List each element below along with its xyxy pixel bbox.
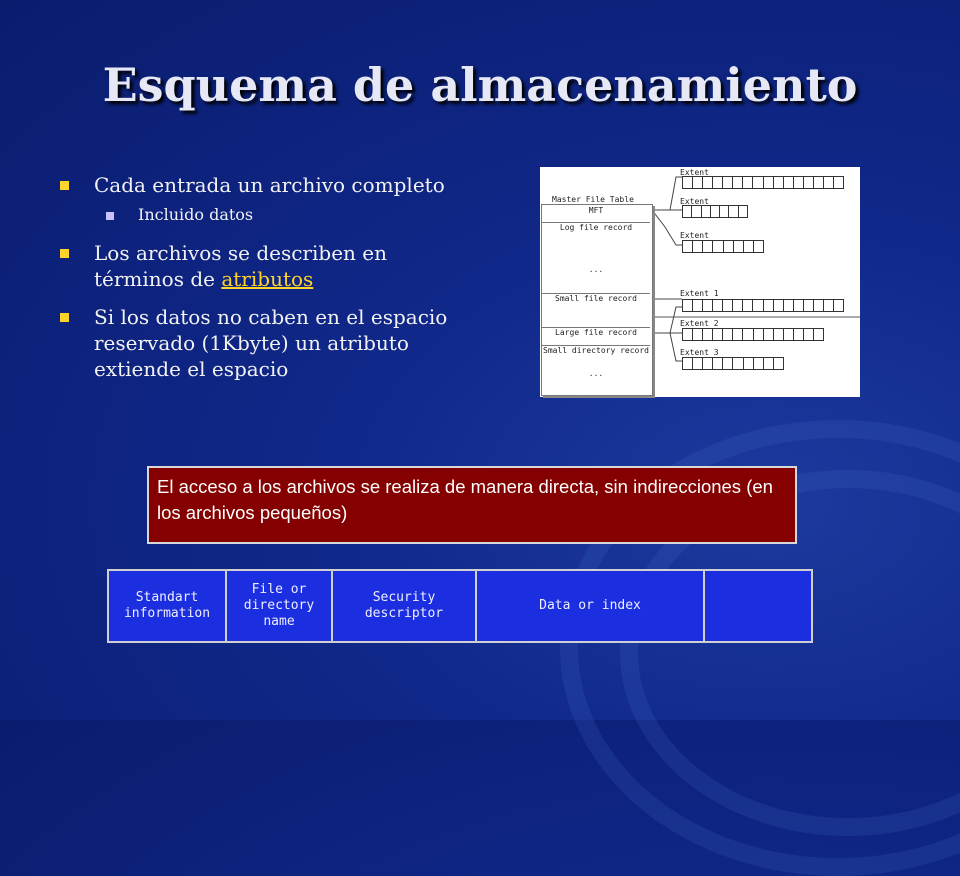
record-cell-empty <box>705 571 811 641</box>
sub-bullet-item <box>60 204 480 226</box>
connector-line <box>652 210 682 245</box>
bullet-item <box>60 172 480 198</box>
extent-block <box>682 176 844 189</box>
extent-block <box>682 299 844 312</box>
mft-row: ... <box>588 369 604 378</box>
note-box <box>147 466 797 544</box>
bullet-square-icon <box>60 313 69 322</box>
extent-label: Extent 1 <box>680 289 719 298</box>
extent-label: Extent <box>680 168 709 177</box>
extent-block <box>682 328 824 341</box>
connector-line <box>652 307 682 333</box>
mft-diagram <box>540 167 860 397</box>
bullet-square-icon <box>60 249 69 258</box>
mft-row: Log file record <box>542 222 650 232</box>
extent-label: Extent 3 <box>680 348 719 357</box>
sub-bullet-text: Incluido datos <box>138 205 254 224</box>
bullet-text: Los archivos se describen en términos de <box>94 241 387 291</box>
record-cell-security-descriptor: Security descriptor <box>333 571 477 641</box>
connector-line <box>652 333 682 361</box>
bullet-text: Cada entrada un archivo completo <box>94 173 445 197</box>
file-record-structure <box>107 569 813 643</box>
mft-column <box>541 204 653 396</box>
mft-row: MFT <box>588 206 604 215</box>
page-title: Esquema de almacenamiento <box>102 58 858 112</box>
bullet-square-icon <box>60 181 69 190</box>
extent-label: Extent <box>680 231 709 240</box>
mft-row: ... <box>588 265 604 274</box>
record-cell-data-or-index: Data or index <box>477 571 705 641</box>
extent-block <box>682 205 748 218</box>
record-cell-standard-information: Standart information <box>109 571 227 641</box>
extent-label: Extent <box>680 197 709 206</box>
mft-row: Small file record <box>542 293 650 303</box>
note-text: El acceso a los archivos se realiza de manera directa, sin indirecciones (en los archivos pequeños) <box>157 476 773 523</box>
bullet-text: Si los datos no caben en el espacio reservado (1Kbyte) un atributo extiende el espacio <box>94 305 448 381</box>
attributes-link[interactable]: atributos <box>221 267 314 291</box>
bullet-item <box>60 240 480 292</box>
extent-block <box>682 240 764 253</box>
mft-header: Master File Table <box>552 195 634 204</box>
bullet-item <box>60 304 480 382</box>
mft-row: Large file record <box>542 327 650 337</box>
bullet-square-icon <box>106 212 114 220</box>
record-cell-file-name: File or directory name <box>227 571 333 641</box>
bullet-list <box>60 172 480 394</box>
extent-label: Extent 2 <box>680 319 719 328</box>
extent-block <box>682 357 784 370</box>
connector-line <box>652 177 682 210</box>
mft-row: Small directory record <box>543 346 649 355</box>
